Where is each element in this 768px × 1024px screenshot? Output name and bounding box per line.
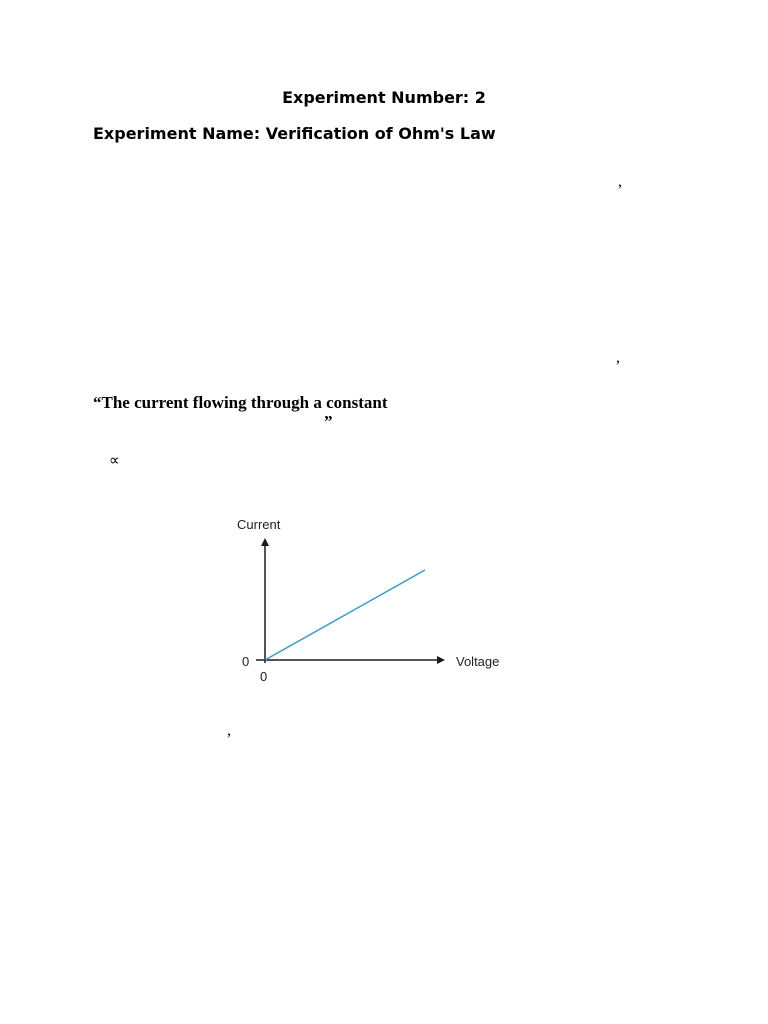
proportional-symbol: ∝ [109, 451, 120, 469]
current-voltage-chart [225, 510, 515, 685]
experiment-name-heading: Experiment Name: Verification of Ohm's Law [93, 124, 496, 143]
stray-comma: , [618, 173, 622, 190]
closing-quote: ” [324, 412, 333, 431]
stray-comma: , [616, 349, 620, 366]
ohms-law-statement: “The current flowing through a constant [93, 393, 388, 412]
x-origin-label: 0 [260, 669, 268, 684]
stray-comma: , [227, 722, 231, 739]
series-line [265, 570, 425, 660]
series-group [265, 570, 425, 660]
experiment-number-heading: Experiment Number: 2 [282, 88, 486, 107]
x-axis-label: Voltage [456, 654, 500, 669]
y-origin-label: 0 [242, 654, 250, 669]
y-axis-label: Current [237, 517, 281, 532]
